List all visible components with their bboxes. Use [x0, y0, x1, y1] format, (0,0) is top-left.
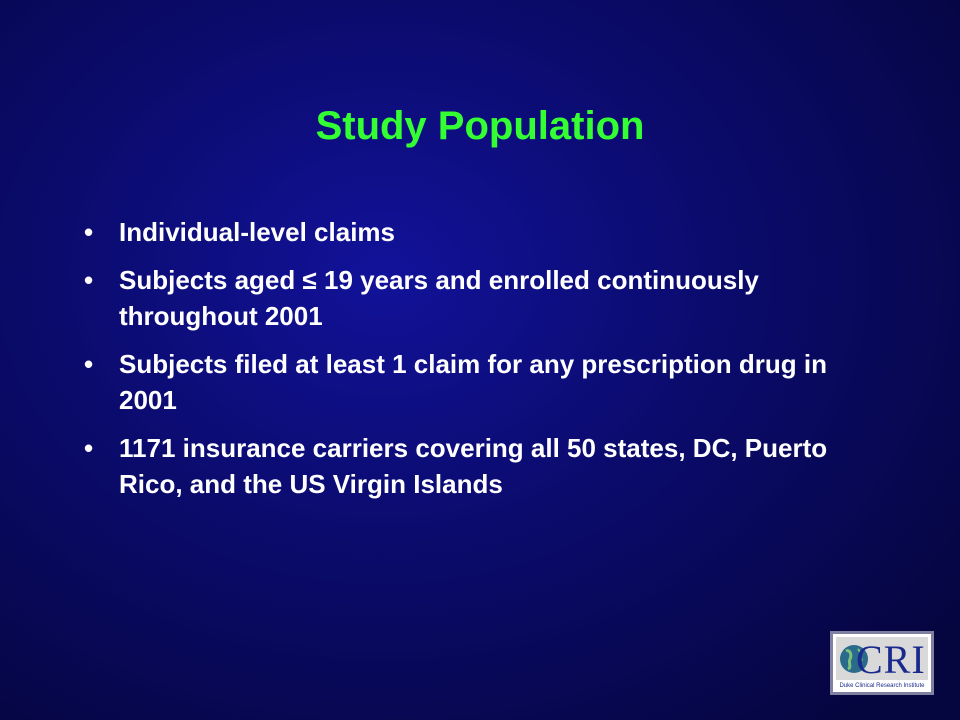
- bullet-marker: •: [84, 217, 94, 247]
- list-item: [84, 430, 884, 502]
- bullet-marker: •: [84, 433, 94, 463]
- slide-title: Study Population: [315, 104, 645, 148]
- logo-subtitle: Duke Clinical Research Institute: [839, 683, 925, 689]
- bullet-list: [84, 214, 884, 514]
- logo-wordmark: CRI: [856, 637, 926, 682]
- logo-panel: [836, 637, 928, 680]
- dcri-logo: [830, 631, 934, 695]
- list-item: [84, 262, 884, 334]
- bullet-marker: •: [84, 349, 94, 379]
- bullet-text: Individual-level claims: [119, 217, 395, 247]
- bullet-text: Subjects aged ≤ 19 years and enrolled continuously throughout 2001: [119, 265, 759, 331]
- bullet-marker: •: [84, 265, 94, 295]
- bullet-text: 1171 insurance carriers covering all 50 states, DC, Puerto Rico, and the US Virgin Islands: [119, 433, 828, 499]
- list-item: [84, 214, 884, 250]
- list-item: [84, 346, 884, 418]
- bullet-text: Subjects filed at least 1 claim for any prescription drug in 2001: [119, 349, 827, 415]
